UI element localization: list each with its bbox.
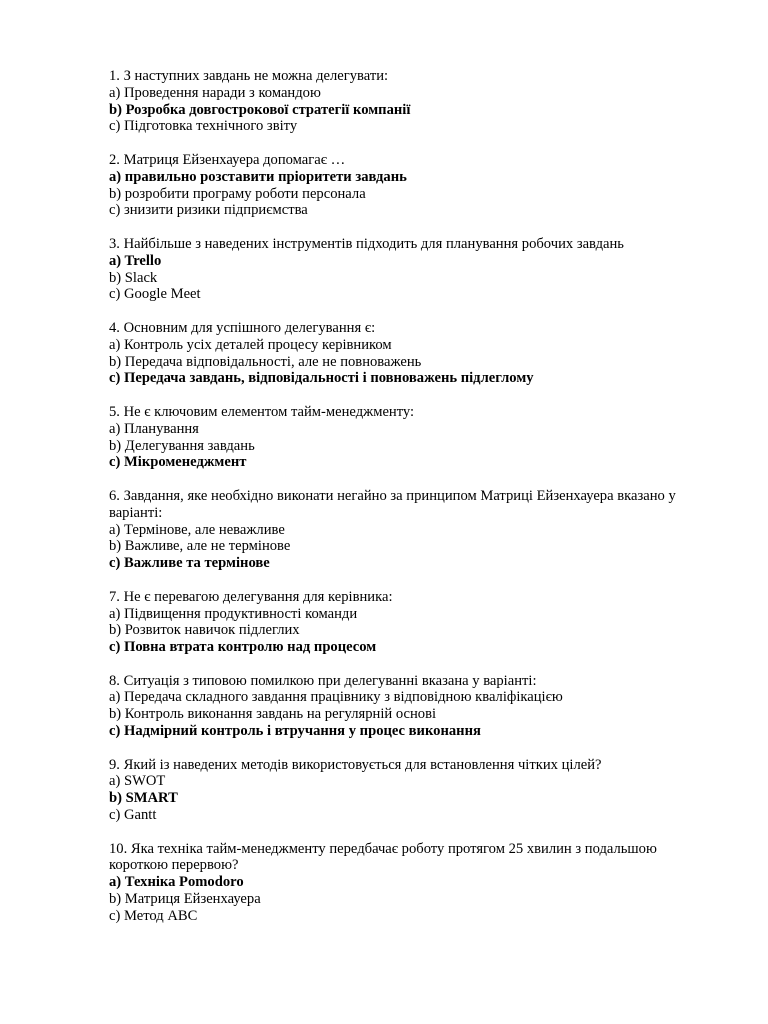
answer-option: b) Матриця Ейзенхауера (109, 891, 261, 908)
question-text: 9. Який із наведених методів використовується для встановлення чітких цілей? (109, 756, 602, 773)
quiz-question-block (109, 757, 708, 824)
quiz-question-block (109, 320, 708, 387)
answer-option: c) Метод АВС (109, 907, 198, 924)
question-text: 7. Не є перевагою делегування для керівника: (109, 588, 393, 605)
question-text: 6. Завдання, яке необхідно виконати негайно за принципом Матриці Ейзенхауера вказано у варіанті: (109, 487, 676, 521)
answer-option: b) Slack (109, 269, 158, 286)
question-text: 2. Матриця Ейзенхауера допомагає … (109, 151, 346, 168)
answer-option: a) SWOT (109, 773, 166, 790)
quiz-question-block (109, 236, 708, 303)
question-text: 3. Найбільше з наведених інструментів підходить для планування робочих завдань (109, 235, 624, 252)
answer-option: a) Контроль усіх деталей процесу керівником (109, 336, 392, 353)
question-text: 5. Не є ключовим елементом тайм-менеджменту: (109, 403, 415, 420)
answer-option-correct: c) Передача завдань, відповідальності і повноважень підлеглому (109, 370, 534, 387)
answer-option: a) Передача складного завдання працівнику з відповідною кваліфікацією (109, 689, 563, 706)
quiz-question-block (109, 68, 708, 135)
quiz-question-block (109, 404, 708, 471)
question-text: 1. З наступних завдань не можна делегувати: (109, 68, 389, 84)
answer-option: c) Підготовка технічного звіту (109, 118, 298, 135)
answer-option: a) Підвищення продуктивності команди (109, 605, 358, 622)
answer-option: a) Планування (109, 420, 199, 437)
quiz-question-block (109, 589, 708, 656)
quiz-question-list (109, 68, 708, 925)
answer-option-correct: c) Повна втрата контролю над процесом (109, 639, 377, 656)
answer-option: b) Передача відповідальності, але не повноважень (109, 353, 422, 370)
quiz-question-block (109, 152, 708, 219)
answer-option-correct: a) правильно розставити пріоритети завдань (109, 168, 407, 185)
answer-option-correct: c) Мікроменеджмент (109, 454, 247, 471)
answer-option: b) Розвиток навичок підлеглих (109, 622, 300, 639)
quiz-question-block (109, 841, 708, 925)
answer-option-correct: a) Техніка Pomodoro (109, 874, 244, 891)
answer-option: c) Google Meet (109, 286, 201, 303)
answer-option: c) Gantt (109, 807, 157, 824)
quiz-question-block (109, 673, 708, 740)
answer-option: c) знизити ризики підприємства (109, 202, 308, 219)
answer-option-correct: b) Розробка довгострокової стратегії компанії (109, 101, 411, 118)
answer-option: b) Делегування завдань (109, 437, 255, 454)
quiz-question-block (109, 488, 708, 572)
question-text: 10. Яка техніка тайм-менеджменту передбачає роботу протягом 25 хвилин з подальшою короткою перервою? (109, 840, 657, 874)
answer-option: b) Контроль виконання завдань на регулярній основі (109, 706, 437, 723)
answer-option-correct: b) SMART (109, 790, 178, 807)
question-text: 4. Основним для успішного делегування є: (109, 319, 376, 336)
answer-option: a) Термінове, але неважливе (109, 521, 285, 538)
answer-option-correct: a) Trello (109, 252, 162, 269)
answer-option: b) розробити програму роботи персонала (109, 185, 366, 202)
answer-option: b) Важливе, але не термінове (109, 538, 291, 555)
answer-option: a) Проведення наради з командою (109, 84, 321, 101)
answer-option-correct: c) Надмірний контроль і втручання у процес виконання (109, 723, 481, 740)
question-text: 8. Ситуація з типовою помилкою при делегуванні вказана у варіанті: (109, 672, 537, 689)
answer-option-correct: c) Важливе та термінове (109, 555, 270, 572)
